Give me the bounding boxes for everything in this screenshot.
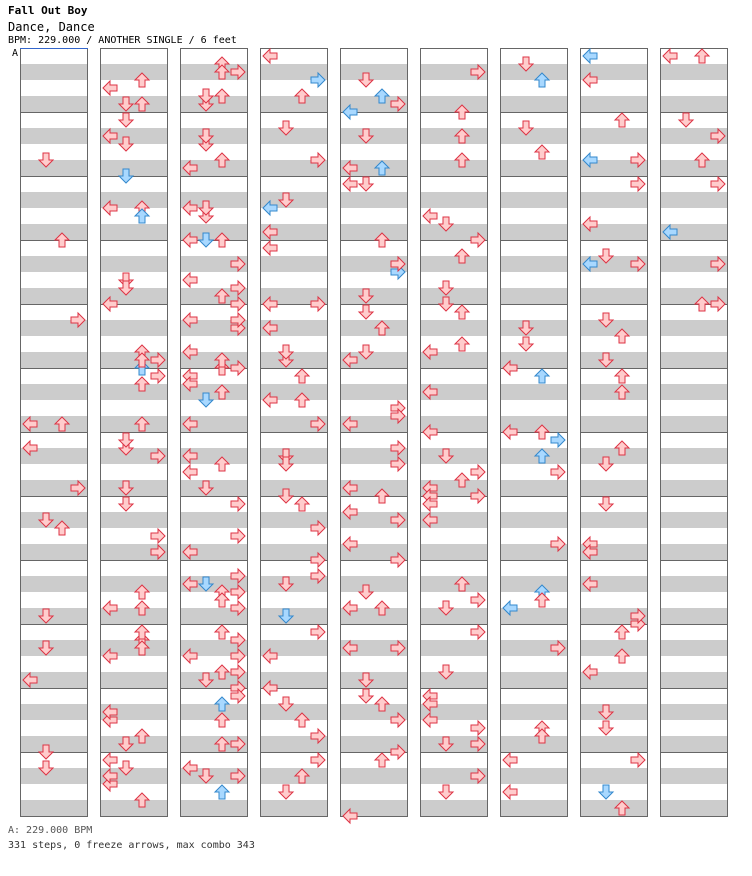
measure	[180, 48, 248, 113]
measure	[660, 368, 728, 433]
beat-stripe	[660, 320, 728, 336]
measure	[660, 112, 728, 177]
measure	[580, 304, 648, 369]
beat-stripe	[340, 192, 408, 208]
measure	[660, 560, 728, 625]
beat-stripe	[660, 192, 728, 208]
step-stats: 331 steps, 0 freeze arrows, max combo 343	[8, 840, 255, 851]
beat-stripe	[500, 384, 568, 400]
beat-stripe	[660, 736, 728, 752]
beat-stripe	[500, 768, 568, 784]
beat-stripe	[100, 512, 168, 528]
beat-stripe	[100, 256, 168, 272]
beat-stripe	[420, 640, 488, 656]
beat-stripe	[100, 320, 168, 336]
beat-stripe	[660, 672, 728, 688]
measure	[420, 240, 488, 305]
measure	[500, 240, 568, 305]
beat-stripe	[500, 320, 568, 336]
measure	[20, 112, 88, 177]
measure	[580, 688, 648, 753]
beat-stripe	[500, 192, 568, 208]
beat-stripe	[20, 768, 88, 784]
beat-stripe	[500, 576, 568, 592]
beat-stripe	[500, 512, 568, 528]
beat-stripe	[660, 96, 728, 112]
beat-stripe	[340, 128, 408, 144]
measure	[20, 496, 88, 561]
measure	[660, 240, 728, 305]
beat-stripe	[260, 800, 328, 816]
beat-stripe	[500, 96, 568, 112]
measure	[580, 432, 648, 497]
beat-stripe	[20, 704, 88, 720]
beat-stripe	[500, 224, 568, 240]
beat-stripe	[340, 384, 408, 400]
beat-stripe	[500, 736, 568, 752]
beat-stripe	[20, 128, 88, 144]
beat-stripe	[660, 608, 728, 624]
beat-stripe	[420, 544, 488, 560]
beat-stripe	[420, 608, 488, 624]
beat-stripe	[340, 64, 408, 80]
beat-stripe	[260, 608, 328, 624]
beat-stripe	[20, 736, 88, 752]
beat-stripe	[20, 608, 88, 624]
beat-stripe	[500, 160, 568, 176]
beat-stripe	[660, 768, 728, 784]
measure	[260, 304, 328, 369]
measure	[500, 688, 568, 753]
measure	[660, 688, 728, 753]
beat-stripe	[180, 704, 248, 720]
beat-stripe	[660, 544, 728, 560]
beat-stripe	[100, 224, 168, 240]
beat-stripe	[260, 256, 328, 272]
chart-column	[20, 48, 88, 817]
beat-stripe	[260, 96, 328, 112]
beat-stripe	[500, 448, 568, 464]
beat-stripe	[100, 800, 168, 816]
beat-stripe	[580, 128, 648, 144]
beat-stripe	[180, 480, 248, 496]
beat-stripe	[420, 576, 488, 592]
beat-stripe	[580, 512, 648, 528]
beat-stripe	[100, 416, 168, 432]
beat-stripe	[500, 672, 568, 688]
beat-stripe	[100, 736, 168, 752]
beat-stripe	[340, 320, 408, 336]
beat-stripe	[420, 192, 488, 208]
beat-stripe	[340, 224, 408, 240]
beat-stripe	[580, 384, 648, 400]
beat-stripe	[580, 768, 648, 784]
measure	[100, 432, 168, 497]
beat-stripe	[180, 128, 248, 144]
beat-stripe	[420, 448, 488, 464]
measure	[260, 432, 328, 497]
beat-stripe	[500, 256, 568, 272]
measure	[500, 176, 568, 241]
beat-stripe	[660, 352, 728, 368]
beat-stripe	[580, 640, 648, 656]
beat-stripe	[180, 512, 248, 528]
beat-stripe	[580, 320, 648, 336]
beat-stripe	[20, 64, 88, 80]
beat-stripe	[420, 128, 488, 144]
measure	[660, 304, 728, 369]
beat-stripe	[260, 768, 328, 784]
beat-stripe	[20, 288, 88, 304]
beat-stripe	[260, 128, 328, 144]
beat-stripe	[340, 768, 408, 784]
measure	[580, 368, 648, 433]
measure	[420, 48, 488, 113]
measure	[20, 688, 88, 753]
beat-stripe	[580, 352, 648, 368]
beat-stripe	[660, 448, 728, 464]
beat-stripe	[20, 512, 88, 528]
beat-stripe	[180, 800, 248, 816]
beat-stripe	[500, 64, 568, 80]
chart-column	[660, 48, 728, 817]
beat-stripe	[20, 800, 88, 816]
measure	[340, 752, 408, 817]
beat-stripe	[660, 800, 728, 816]
beat-stripe	[20, 224, 88, 240]
measure	[420, 368, 488, 433]
measure	[660, 752, 728, 817]
measure	[20, 176, 88, 241]
beat-stripe	[100, 160, 168, 176]
beat-stripe	[580, 192, 648, 208]
beat-stripe	[100, 64, 168, 80]
measure	[340, 624, 408, 689]
artist-name: Fall Out Boy	[8, 4, 88, 17]
measure	[100, 240, 168, 305]
beat-stripe	[260, 448, 328, 464]
measure	[580, 240, 648, 305]
measure	[660, 496, 728, 561]
measure	[500, 48, 568, 113]
beat-stripe	[340, 576, 408, 592]
beat-stripe	[660, 160, 728, 176]
beat-stripe	[580, 288, 648, 304]
beat-stripe	[420, 288, 488, 304]
measure	[660, 432, 728, 497]
beat-stripe	[500, 128, 568, 144]
measure	[500, 624, 568, 689]
measure	[100, 112, 168, 177]
beat-stripe	[660, 384, 728, 400]
beat-stripe	[580, 480, 648, 496]
beat-stripe	[420, 320, 488, 336]
beat-stripe	[500, 704, 568, 720]
beat-stripe	[580, 736, 648, 752]
beat-stripe	[100, 576, 168, 592]
beat-stripe	[20, 576, 88, 592]
beat-stripe	[660, 480, 728, 496]
beat-stripe	[420, 256, 488, 272]
beat-stripe	[180, 96, 248, 112]
measure	[500, 112, 568, 177]
beat-stripe	[580, 704, 648, 720]
beat-stripe	[20, 544, 88, 560]
chart-info: BPM: 229.000 / ANOTHER SINGLE / 6 feet	[8, 35, 237, 46]
beat-stripe	[660, 512, 728, 528]
beat-stripe	[340, 672, 408, 688]
beat-stripe	[420, 160, 488, 176]
beat-stripe	[580, 416, 648, 432]
beat-stripe	[20, 352, 88, 368]
measure	[20, 752, 88, 817]
measure	[20, 48, 88, 113]
measure	[500, 304, 568, 369]
beat-stripe	[100, 96, 168, 112]
beat-stripe	[260, 480, 328, 496]
beat-stripe	[260, 704, 328, 720]
beat-stripe	[580, 448, 648, 464]
measure	[420, 112, 488, 177]
measure	[20, 240, 88, 305]
measure	[20, 560, 88, 625]
beat-stripe	[100, 384, 168, 400]
song-title: Dance, Dance	[8, 20, 95, 34]
beat-stripe	[340, 288, 408, 304]
beat-stripe	[500, 288, 568, 304]
chart-column	[100, 48, 168, 817]
measure	[660, 624, 728, 689]
beat-stripe	[500, 480, 568, 496]
bpm-marker-label: A	[12, 48, 19, 59]
beat-stripe	[20, 384, 88, 400]
beat-stripe	[580, 96, 648, 112]
beat-stripe	[20, 160, 88, 176]
measure	[500, 368, 568, 433]
beat-stripe	[260, 352, 328, 368]
beat-stripe	[420, 672, 488, 688]
beat-stripe	[100, 672, 168, 688]
beat-stripe	[660, 576, 728, 592]
beat-stripe	[660, 64, 728, 80]
beat-stripe	[580, 800, 648, 816]
bpm-footer: A: 229.000 BPM	[8, 825, 93, 836]
beat-stripe	[420, 96, 488, 112]
beat-stripe	[20, 96, 88, 112]
beat-stripe	[20, 192, 88, 208]
measure	[420, 752, 488, 817]
beat-stripe	[660, 416, 728, 432]
beat-stripe	[660, 640, 728, 656]
beat-stripe	[20, 640, 88, 656]
beat-stripe	[420, 800, 488, 816]
beat-stripe	[500, 800, 568, 816]
beat-stripe	[660, 704, 728, 720]
beat-stripe	[100, 480, 168, 496]
beat-stripe	[20, 256, 88, 272]
